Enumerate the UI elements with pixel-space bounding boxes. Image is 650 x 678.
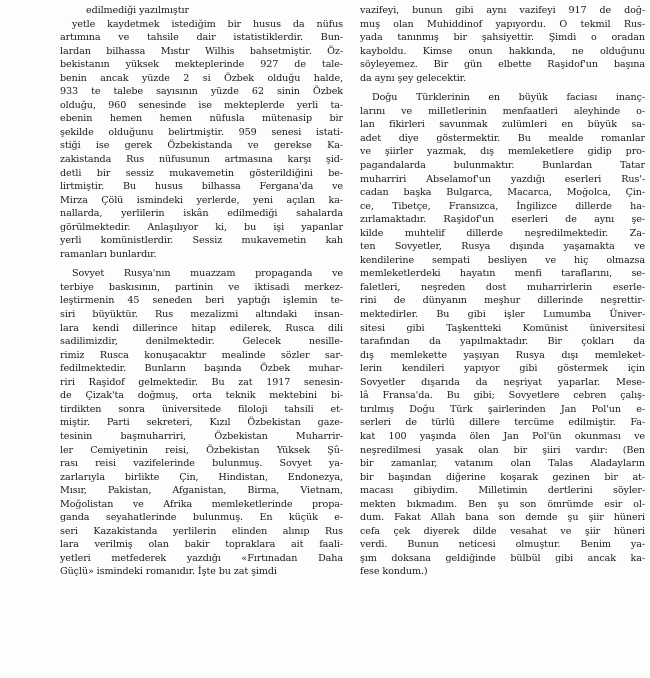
paragraph — [60, 4, 343, 18]
text-line: bir zamanlar, vatanım olan Talas Aladayların — [360, 458, 645, 470]
paragraph — [60, 267, 343, 579]
text-line: sadilimizdir, denilmektedir. Gelecek nesille- — [60, 336, 343, 348]
text-line: ebenin hemen hemen nüfusla mütenasip bir — [60, 113, 343, 125]
text-line: edilmediği yazılmıştır — [86, 5, 189, 16]
text-line: cefa çek diyerek dilde vesahat ve şiir hüneri — [360, 525, 645, 537]
text-line: bir başından diğerine koşarak gezinen bir at- — [360, 471, 645, 483]
paragraph — [60, 18, 343, 262]
text-line: rini de dünyanın meşhur dillerinde neşrettir- — [360, 295, 645, 307]
text-line: şekilde olduğunu belirtmiştir. 959 senesi istati- — [60, 126, 343, 138]
text-line: leştirmenin 45 seneden beri yaptığı işlemin te- — [60, 295, 343, 307]
text-line: verdi. Bunun neticesi olmuştur. Benim ya- — [360, 539, 645, 551]
text-line: adet diye göstermektir. Bu mealde romanlar — [360, 132, 645, 144]
text-line: kat 100 yaşında ölen Jan Pol'ün okunması ve — [360, 430, 645, 442]
text-line: lerin kendileri yapıyor gibi göstermek için — [360, 363, 645, 375]
text-line: zarlarıyla birlikte Çin, Hindistan, Endonezya, — [60, 471, 343, 483]
text-line: kilde muhtelif dillerde neşredilmektedir. Za- — [360, 227, 645, 239]
text-line: pagandalarda bulunmaktır. Bunlardan Tatar — [360, 160, 645, 172]
text-line: ramanları bunlardır. — [60, 248, 157, 260]
text-line: macası gibiydim. Milletimin dertlerini söyler- — [360, 485, 645, 497]
text-line: olduğu, 960 senesinde ise mekteplerde yerli ta- — [60, 99, 343, 111]
text-line: muharriri Abselamof'un yazdığı eserleri Rus'- — [360, 173, 645, 185]
text-line: kendilerine sempati besliyen ve hiç olmazsa — [360, 254, 645, 266]
text-line: ten Sovyetler, Rusya dışında yaşamakta ve — [360, 241, 645, 253]
text-line: zırlamaktadır. Raşidof'un eserleri de aynı şe- — [360, 214, 645, 226]
text-line: stiği ise gerek Özbekistanda ve gerekse Ka- — [60, 140, 343, 152]
text-line: rası reisi vazifelerinde bulunmuş. Sovyet ya- — [60, 458, 343, 470]
text-line: Doğu Türklerinin en büyük faciası inanç- — [372, 92, 645, 104]
text-line: serleri de türlü dillere tercüme edilmiştir. Fa- — [360, 417, 645, 429]
paragraph — [360, 4, 645, 85]
text-line: larını ve milletlerinin menfaatleri aleyhinde o- — [360, 105, 645, 117]
text-line: Mirza Çölü ismindeki yerlerde, yeni açılan ka- — [60, 194, 343, 206]
text-line: da aynı şey gelecektir. — [360, 72, 467, 84]
text-line: tırılmış Doğu Türk şairlerinden Jan Pol'un e- — [360, 403, 645, 415]
text-line: cadan başka Bulgarca, Macarca, Moğolca, Çin- — [360, 187, 645, 199]
text-line: lara verilmiş olan bakir topraklara ait faali- — [60, 539, 343, 551]
text-line: Mısır, Pakistan, Afganistan, Birma, Vietnam, — [60, 485, 343, 497]
text-line: dum. Fakat Allah bana son demde şu şiir hüneri — [360, 512, 645, 524]
text-line: vazifeyi, bunun gibi aynı vazifeyi 917 de doğ- — [360, 5, 645, 16]
text-line: terbiye baskısının, partinin ve iktisadi merkez- — [60, 281, 343, 293]
text-line: tirdikten sonra üniversitede filoloji tahsili et- — [60, 403, 343, 415]
text-line: Sovyetler dışarıda da neşriyat yaparlar. Mese- — [360, 376, 645, 388]
text-line: fese kondum.) — [360, 566, 428, 578]
text-line: miştir. Parti sekreteri, Kızıl Özbekistan gaze- — [60, 417, 343, 429]
left-text-column — [60, 4, 343, 579]
text-line: yada tanınmış bir şahsiyettir. Şimdi o oradan — [360, 32, 645, 44]
text-line: riri Raşidof gelmektedir. Bu zat 1917 senesin- — [60, 376, 343, 388]
text-line: söyleyemez. Bir gün elbette Raşidof'un başına — [360, 59, 645, 71]
text-line: tesinin başmuharriri, Özbekistan Muharrir- — [60, 430, 343, 442]
text-line: mekten bıkmadım. Ben şu son ömrümde esir ol- — [360, 498, 645, 510]
text-line: sitesi gibi Taşkentteki Komünist üniversitesi — [360, 322, 645, 334]
text-line: yetle kaydetmek istediğim bir husus da nüfus — [72, 18, 343, 30]
text-line: Güçlü» ismindeki romanıdır. İşte bu zat şimdi — [60, 566, 277, 578]
text-line: de Çizak'ta doğmuş, orta teknik mektebini bi- — [60, 390, 343, 402]
text-line: ler Cemiyetinin reisi, Özbekistan Yüksek Şû- — [60, 444, 343, 456]
text-line: tarafından da yapılmaktadır. Bir çokları da — [360, 336, 645, 348]
text-line: yetleri metfederek yazdığı «Fırtınadan Daha — [60, 552, 343, 564]
text-line: kayboldu. Kimse onun hakkında, ne olduğunu — [360, 45, 645, 57]
text-line: lan fikirleri savunmak zulümleri en büyük sa- — [360, 119, 645, 131]
text-line: şım doksana geldiğinde bülbül gibi ancak ka- — [360, 552, 645, 564]
text-line: artımına ve tahsile dair istatistiklerdir. Bun- — [60, 32, 343, 44]
right-text-column — [360, 4, 645, 579]
text-line: nallarda, yerlilerin iskân edilmediği sahalarda — [60, 208, 343, 220]
text-line: benin ancak yüzde 2 si Özbek olduğu halde, — [60, 72, 343, 84]
text-line: seri Kazakistanda yerlilerin elinden alınıp Rus — [60, 525, 343, 537]
text-line: muş olan Muhiddinof yapıyordu. O tekmil Rus- — [360, 18, 645, 30]
text-line: bekistanın yüksek mekteplerinde 927 de tale- — [60, 59, 343, 71]
text-line: ve şiirler yazmak, dış memleketlere gidip pro- — [360, 146, 645, 158]
text-line: faletleri, neşreden dost muharrirlerin eserle- — [360, 281, 645, 293]
text-line: ce, Tibetçe, Fransızca, İngilizce dillerde ha- — [360, 200, 645, 212]
text-line: mektedirler. Bu gibi işler Lumumba Üniver- — [360, 309, 645, 321]
text-line: ganda seyahatlerinde bulunmuş. En küçük e- — [60, 512, 343, 524]
text-line: Moğolistan ve Afrika memleketlerinde propa- — [60, 498, 343, 510]
text-line: lara kendi dillerince hitap edilerek, Rusca dili — [60, 322, 343, 334]
paragraph — [360, 91, 645, 579]
text-line: lâ Fransa'da. Bu gibi; Sovyetlere cebren çalış- — [360, 390, 645, 402]
text-line: Sovyet Rusya'nın muazzam propaganda ve — [72, 268, 343, 280]
text-line: rimiz Rusca konuşacaktır mealinde sözler sar- — [60, 349, 343, 361]
text-line: memleketlerdeki hayatın menfi taraflarını, se- — [360, 268, 645, 280]
text-line: görülmektedir. Anlaşılıyor ki, bu işi yapanlar — [60, 221, 343, 233]
text-line: dış memlekette yaşıyan Rusya dışı memleket- — [360, 349, 645, 361]
text-line: fedilmektedir. Bunların başında Özbek muhar- — [60, 363, 343, 375]
text-line: siri büyüktür. Rus mezalizmi altındaki insan- — [60, 309, 343, 321]
text-line: zakistanda Rus nüfusunun artmasına karşı şid- — [60, 154, 343, 166]
text-line: lardan bilhassa Mıstır Wilhis bahsetmiştir. Öz- — [60, 45, 343, 57]
text-line: yerli komünistlerdir. Sessiz mukavemetin kah — [60, 235, 343, 247]
text-line: neşredilmesi yasak olan bir şiiri vardır: (Ben — [360, 444, 645, 456]
text-line: lirtmiştir. Bu husus bilhassa Fergana'da ve — [60, 181, 343, 193]
text-line: 933 te talebe sayısının yüzde 62 sinin Özbek — [60, 86, 343, 98]
text-line: detli bir sessiz mukavemetin gösterildiğini be- — [60, 167, 343, 179]
